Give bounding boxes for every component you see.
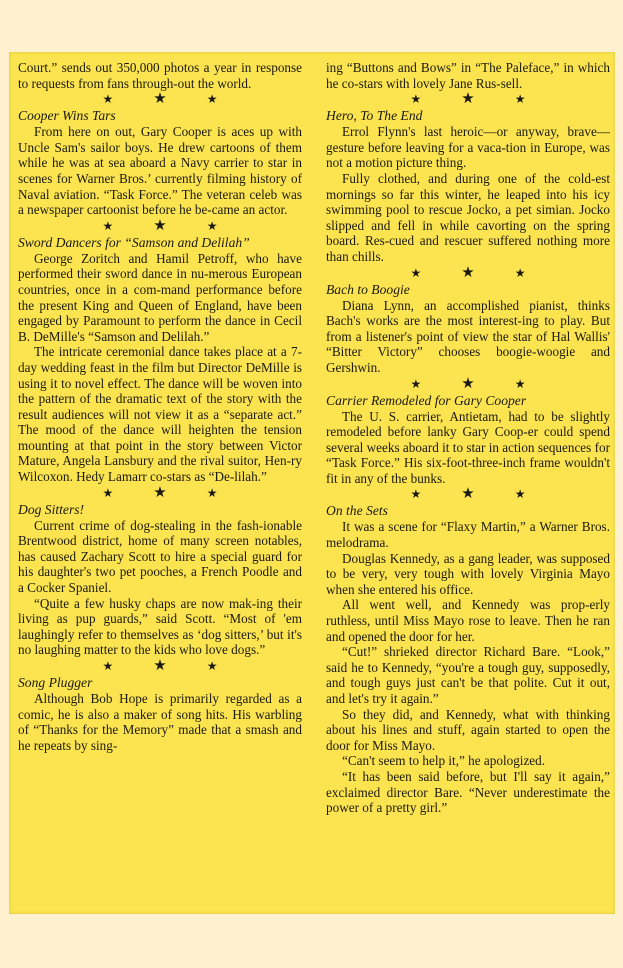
section-heading: Carrier Remodeled for Gary Cooper (326, 392, 527, 408)
paragraph: Diana Lynn, an accomplished pianist, thinks Bach's works are the most interest-ing to play. But from a listener's point of view the star of Hal Wallis' “Bitter Victory” chooses boogie-woogie and Gershwin. (326, 297, 610, 375)
paragraph: All went well, and Kennedy was prop-erly ruthless, until Miss Mayo rose to leave. Then he ran and opened the door for her. (326, 597, 610, 644)
star-divider: ★ ★ ★ (102, 217, 218, 234)
section-heading: Hero, To The End (326, 108, 423, 124)
right-column (326, 60, 610, 816)
star-divider: ★ ★ ★ (102, 658, 218, 674)
star-divider: ★ ★ ★ (102, 91, 218, 108)
star-divider: ★ ★ ★ (410, 375, 526, 392)
paragraph: “It has been said before, but I'll say it again,” exclaimed director Bare. “Never underestimate the power of a pretty girl.” (326, 768, 610, 816)
continuation-text: Court.” sends out 350,000 photos a year in response to requests from fans through-out the world. (18, 60, 302, 91)
section-heading: Cooper Wins Tars (18, 108, 116, 124)
paragraph: So they did, and Kennedy, what with thinking about his lines and stuff, again started to open the door for Miss Mayo. (326, 706, 610, 753)
paragraph: It was a scene for “Flaxy Martin,” a Warner Bros. melodrama. (326, 519, 610, 551)
left-column (18, 60, 302, 753)
paragraph: Current crime of dog-stealing in the fash-ionable Brentwood district, home of many screen notables, has caused Zachary Scott to hire a special guard for his daughter's two pet pooches, a French Poodle and a Cocker Spaniel. (18, 517, 302, 596)
paragraph: From here on out, Gary Cooper is aces up with Uncle Sam's sailor boys. He drew cartoons of them while he was at sea aboard a Navy carrier to star in scenes for Warner Bros.’ currently filming history of Naval aviation. “Task Force.” The veteran celeb was a newspaper cartoonist before he be-came an actor. (18, 124, 302, 218)
paragraph: “Quite a few husky chaps are now mak-ing their living as pup guards,” said Scott. “Most of 'em laughingly refer to themselves as ‘dog sitters,’ but it's no laughing matter to the kids who love dogs.” (18, 595, 302, 658)
section-heading: Dog Sitters! (18, 501, 85, 517)
continuation-text: ing “Buttons and Bows” in “The Paleface,” in which he co-stars with lovely Jane Rus-sell. (326, 60, 610, 91)
paragraph: The intricate ceremonial dance takes place at a 7-day wedding feast in the film but Director DeMille is using it to novel effect. The dance will be woven into the pattern of the dramatic text of the story with the result audiences will not view it as a “separate act.” The mood of the dance will heighten the tension mounting at that point in the story between Victor Mature, Angela Lansbury and the rival suitor, Hen-ry Wilcoxon. Hedy Lamarr co-stars as “De-lilah.” (18, 344, 302, 485)
paragraph: “Can't seem to help it,” he apologized. (342, 753, 546, 769)
star-divider: ★ ★ ★ (410, 264, 526, 281)
magazine-page (9, 52, 615, 914)
star-divider: ★ ★ ★ (410, 486, 526, 503)
section-heading: On the Sets (326, 503, 388, 519)
star-divider: ★ ★ ★ (410, 91, 526, 108)
paragraph: Errol Flynn's last heroic—or anyway, brave—gesture before leaving for a vaca-tion in Europe, was not a motion picture thing. (326, 124, 610, 171)
paragraph: Fully clothed, and during one of the cold-est mornings so far this winter, he leaped into his icy swimming pool to rescue Jocko, a pet simian. Jocko slipped and fell in while cavorting on the spring board. Res-cued and rescuer suffered nothing more than chills. (326, 170, 610, 264)
section-heading: Sword Dancers for “Samson and Delilah” (18, 234, 250, 250)
star-divider: ★ ★ ★ (102, 484, 218, 501)
section-heading: Bach to Boogie (326, 281, 410, 297)
section-heading: Song Plugger (18, 675, 93, 690)
paragraph: The U. S. carrier, Antietam, had to be slightly remodeled before lanky Gary Coop-er could spend several weeks aboard it to star in action sequences for “Task Force.” His six-foot-three-inch frame wouldn't fit in any of the bunks. (326, 408, 610, 486)
paragraph: “Cut!” shrieked director Richard Bare. “Look,” said he to Kennedy, “you're a tough guy, supposedly, and tough guys just can't be that polite. Cut it out, and let's try it again.” (326, 644, 610, 706)
paragraph: Douglas Kennedy, as a gang leader, was supposed to be very, very tough with lovely Virginia Mayo when she entered his office. (326, 550, 610, 597)
paragraph: George Zoritch and Hamil Petroff, who have performed their sword dance in nu-merous European countries, once in a com-mand performance before the present King and Queen of England, have been engaged by Paramount to perform the dance in Cecil B. DeMille's “Samson and Delilah.” (18, 250, 302, 344)
paragraph: Although Bob Hope is primarily regarded as a comic, he is also a maker of song hits. His warbling of “Thanks for the Memory” made that a smash and he repeats by sing- (18, 691, 302, 753)
